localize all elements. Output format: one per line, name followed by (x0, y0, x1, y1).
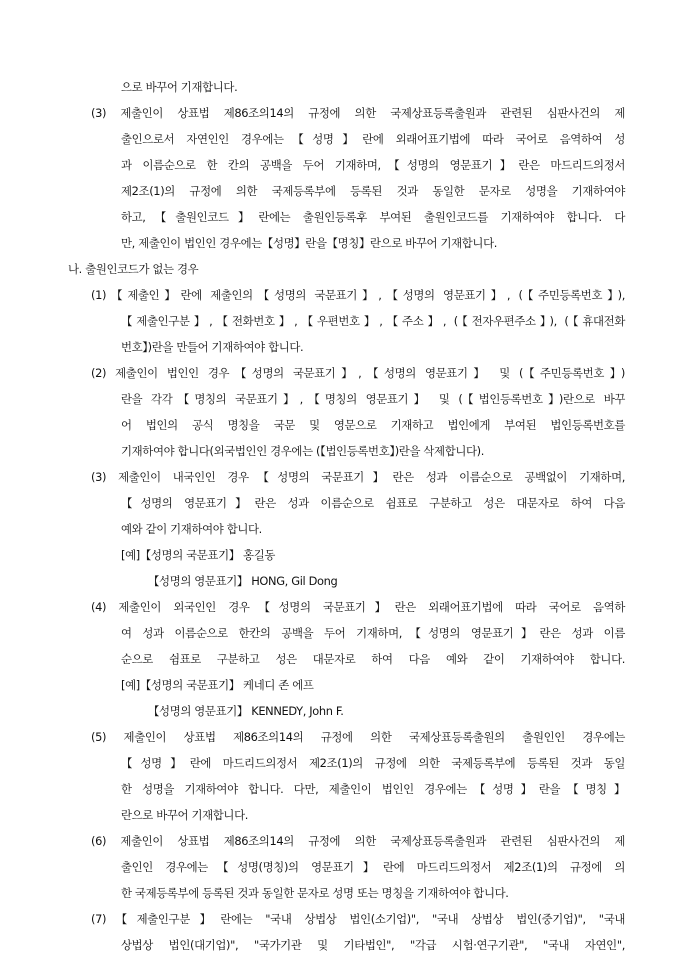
text-line: 한 성명을 기재하여야 합니다. 다만, 제출인이 법인인 경우에는【성명】란을【명칭】 (121, 782, 625, 796)
text-line: 예와 같이 기재하여야 합니다. (121, 522, 262, 536)
text-line: 【성명의 영문표기】란은 성과 이름순으로 쉼표로 구분하고 성은 대문자로 하여 다음 (121, 496, 625, 510)
text-line: 출인으로서 자연인인 경우에는【성명】란에 외래어표기법에 따라 국어로 음역하여 성 (121, 132, 625, 146)
text-line: 【성명】란에 마드리드의정서 제2조(1)의 규정에 의한 국제등록부에 등록된 것과 동일 (121, 756, 625, 770)
example-line: [예]【성명의 국문표기】 케네디 존 에프 (121, 678, 314, 692)
text-line: (2) 제출인이 법인인 경우【성명의 국문표기】,【성명의 영문표기】 및 (【주민등록번호】) (91, 366, 625, 380)
text-line: 상법상 법인(대기업)", "국가기관 및 기타법인", "각급 시험·연구기관", "국내 자연인", (121, 938, 625, 952)
text-line: 으로 바꾸어 기재합니다. (121, 80, 238, 94)
text-line: 순으로 쉼표로 구분하고 성은 대문자로 하여 다음 예와 같이 기재하여야 합니다. (121, 652, 625, 666)
text-line: (6) 제출인이 상표법 제86조의14의 규정에 의한 국제상표등록출원과 관련된 심판사건의 제 (91, 834, 625, 848)
example-line: 【성명의 영문표기】 HONG, Gil Dong (148, 574, 338, 588)
text-line: 【제출인구분】,【전화번호】,【우편번호】,【주소】, (【전자우편주소】), (【휴대전화 (121, 314, 625, 328)
text-line: 기재하여야 합니다(외국법인인 경우에는 (【법인등록번호】)란을 삭제합니다). (121, 444, 485, 458)
text-line: (1)【제출인】란에 제출인의【성명의 국문표기】,【성명의 영문표기】, (【주민등록번호】), (91, 288, 625, 302)
text-line: 여 성과 이름순으로 한칸의 공백을 두어 기재하며,【성명의 영문표기】란은 성과 이름 (121, 626, 625, 640)
text-line: 만, 제출인이 법인인 경우에는【성명】란을【명칭】란으로 바꾸어 기재합니다. (121, 236, 498, 250)
text-line: (7)【제출인구분】란에는 "국내 상법상 법인(소기업)", "국내 상법상 법인(중기업)", "국내 (91, 912, 625, 926)
text-line: 과 이름순으로 한 칸의 공백을 두어 기재하며,【성명의 영문표기】란은 마드리드의정서 (121, 158, 625, 172)
section-heading: 나. 출원인코드가 없는 경우 (68, 262, 199, 276)
text-line: (5) 제출인이 상표법 제86조의14의 규정에 의한 국제상표등록출원의 출원인인 경우에는 (91, 730, 625, 744)
text-line: (3) 제출인이 상표법 제86조의14의 규정에 의한 국제상표등록출원과 관련된 심판사건의 제 (91, 106, 625, 120)
text-line: 란으로 바꾸어 기재합니다. (121, 808, 248, 822)
example-line: 【성명의 영문표기】 KENNEDY, John F. (148, 704, 344, 718)
text-line: (3) 제출인이 내국인인 경우【성명의 국문표기】란은 성과 이름순으로 공백없이 기재하며, (91, 470, 625, 484)
text-line: 출인인 경우에는【성명(명칭)의 영문표기】란에 마드리드의정서 제2조(1)의 규정에 의 (121, 860, 625, 874)
example-line: [예]【성명의 국문표기】 홍길동 (121, 548, 275, 562)
text-line: 어 법인의 공식 명칭을 국문 및 영문으로 기재하고 법인에게 부여된 법인등록번호를 (121, 418, 625, 432)
text-line: 하고,【출원인코드】란에는 출원인등록후 부여된 출원인코드를 기재하여야 합니다. 다 (121, 210, 625, 224)
text-line: (4) 제출인이 외국인인 경우【성명의 국문표기】란은 외래어표기법에 따라 국어로 음역하 (91, 600, 625, 614)
text-line: 한 국제등록부에 등록된 것과 동일한 문자로 성명 또는 명칭을 기재하여야 합니다. (121, 886, 509, 900)
text-line: 란을 각각【명칭의 국문표기】,【명칭의 영문표기】 및 (【법인등록번호】)란으로 바꾸 (121, 392, 625, 406)
text-line: 번호】)란을 만들어 기재하여야 합니다. (121, 340, 304, 354)
text-line: 제2조(1)의 규정에 의한 국제등록부에 등록된 것과 동일한 문자로 성명을 기재하여야 (121, 184, 625, 198)
